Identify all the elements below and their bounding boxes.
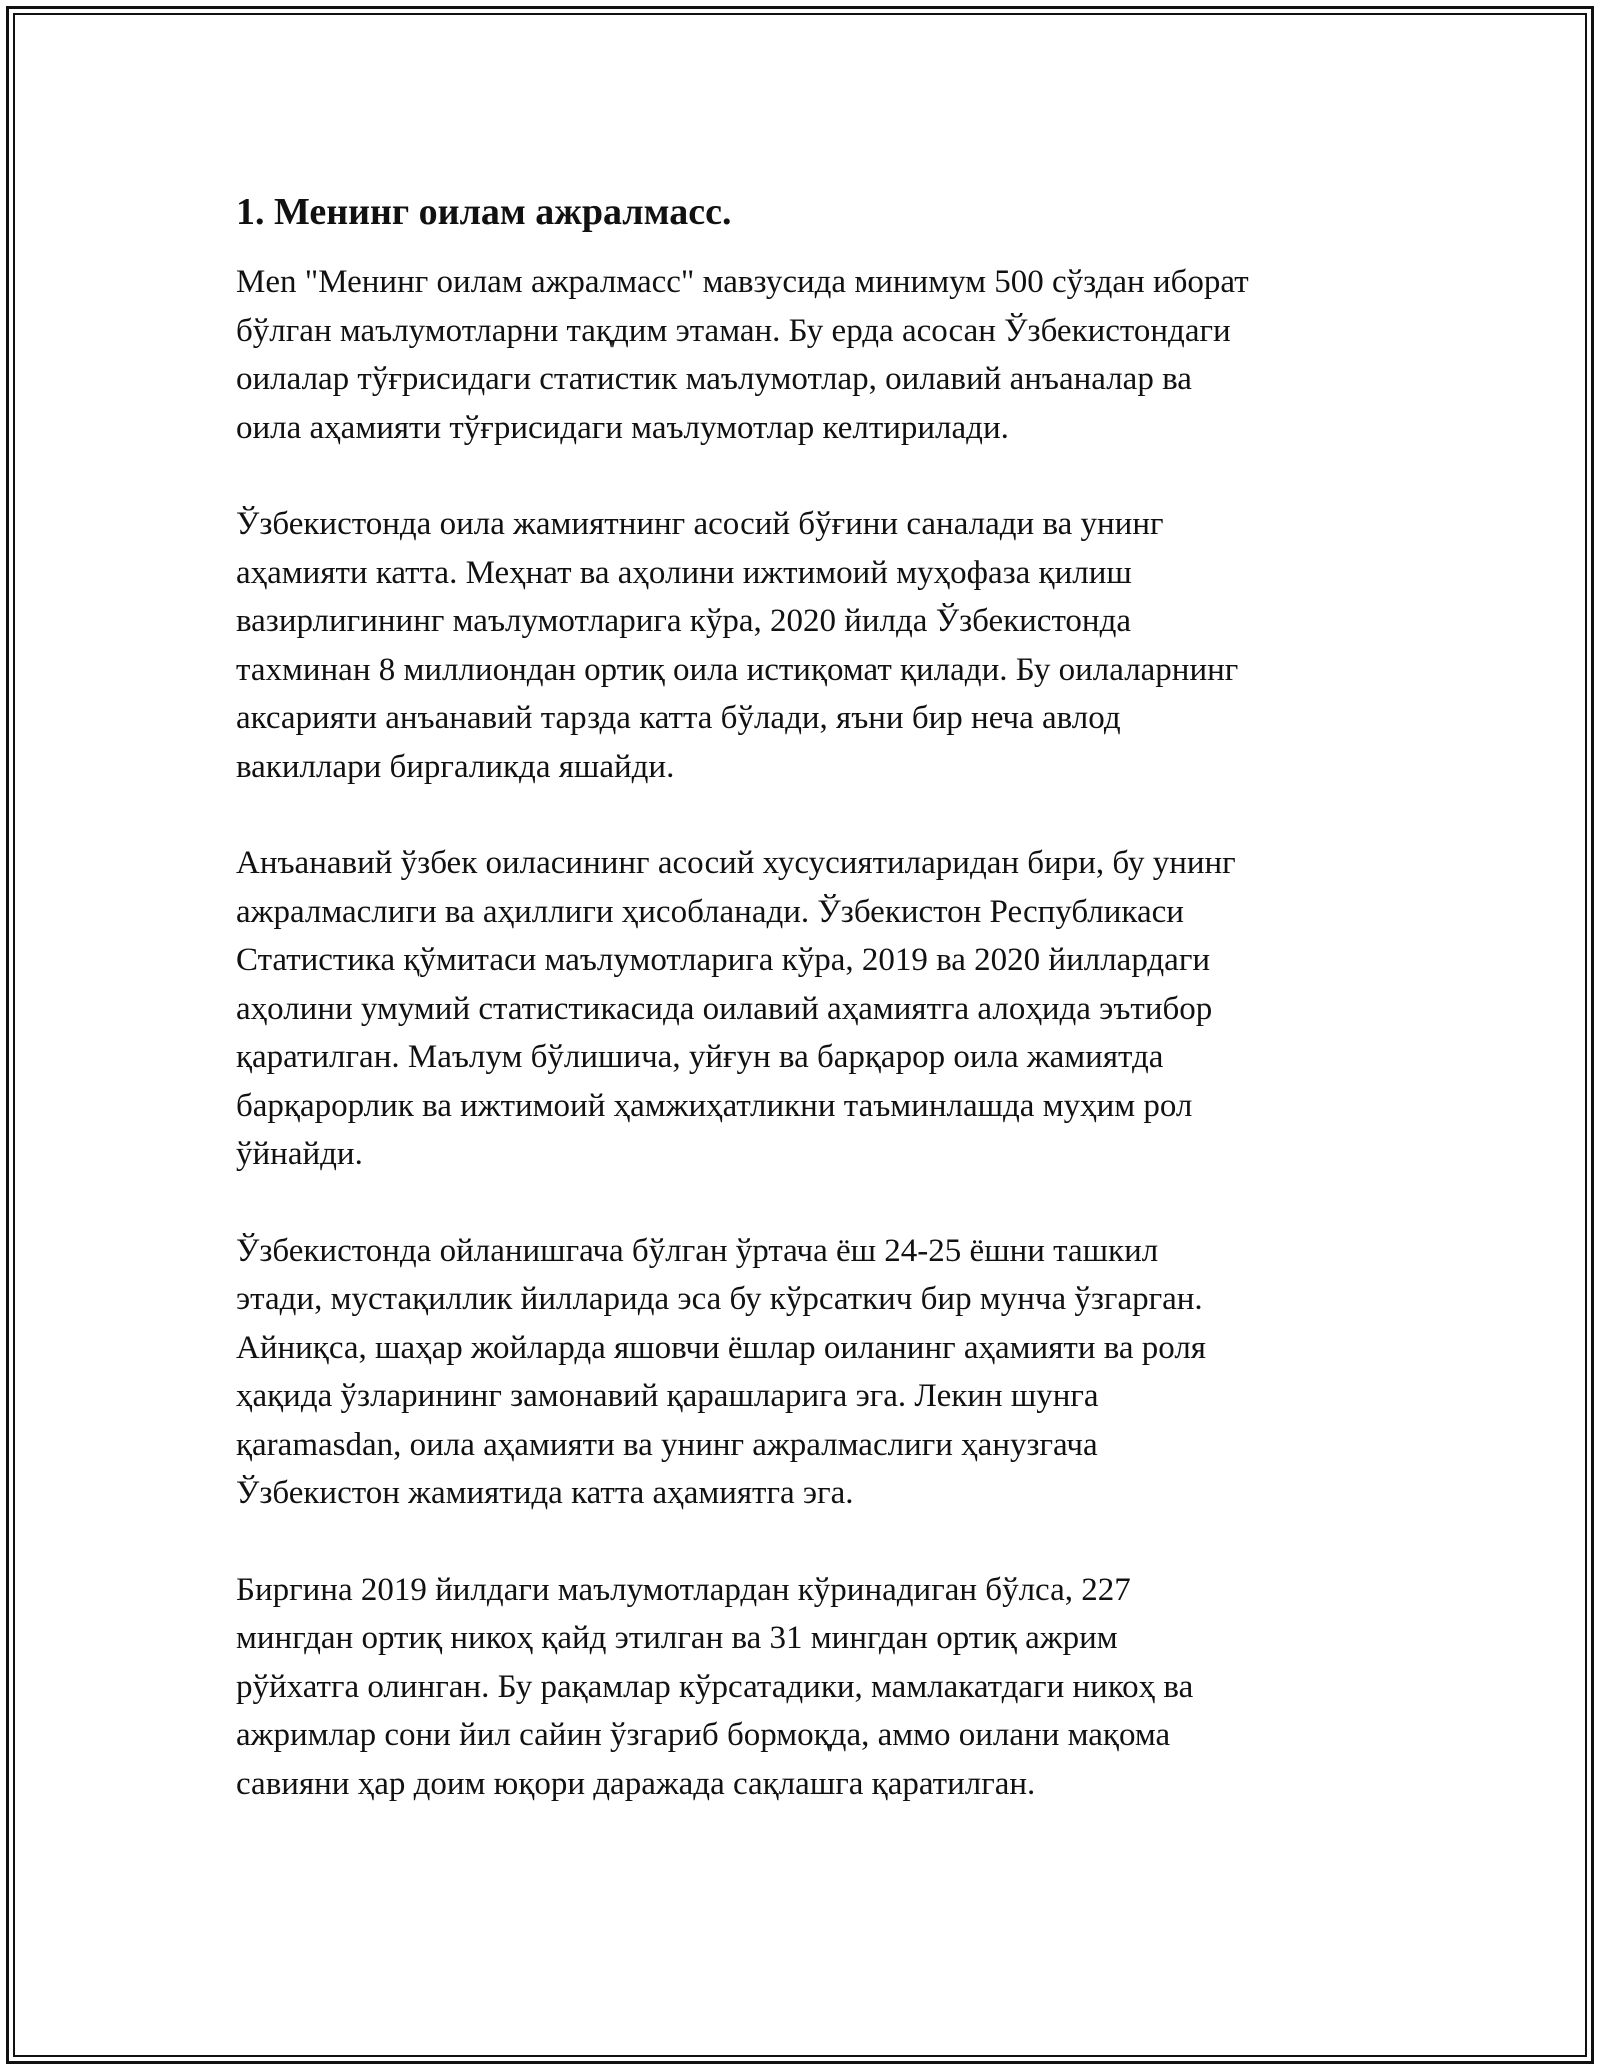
text-line: ажримлар сони йил сайин ўзгариб бормоқда, аммо оилани мақома — [236, 1717, 1171, 1753]
document-body — [236, 186, 1386, 1856]
text-line: вакиллари биргаликда яшайди. — [236, 748, 675, 785]
text-line: этади, мустақиллик йилларида эса бу кўрсаткич бир мунча ўзгарган. — [236, 1281, 1203, 1317]
text-line: оила аҳамияти тўғрисидаги маълумотлар келтирилади. — [236, 409, 1009, 446]
text-line: ўйнайди. — [236, 1136, 363, 1172]
text-line: Статистика қўмитаси маълумотларига кўра, 2019 ва 2020 йиллардаги — [236, 942, 1211, 978]
text-line: оилалар тўғрисидаги статистик маълумотлар, оилавий анъаналар ва — [236, 361, 1192, 397]
text-line: аҳамияти катта. Меҳнат ва аҳолини ижтимоий муҳофаза қилиш — [236, 554, 1132, 591]
text-line: бўлган маълумотларни тақдим этаман. Бу ерда асосан Ўзбекистондаги — [236, 312, 1231, 349]
text-line: қаратилган. Маълум бўлишича, уйғун ва барқарор оила жамиятда — [236, 1039, 1164, 1075]
text-line: савияни ҳар доим юқори даражада сақлашга қаратилган. — [236, 1765, 1036, 1802]
text-line: рўйхатга олинган. Бу рақамлар кўрсатадики, мамлакатдаги никоҳ ва — [236, 1668, 1194, 1705]
text-line: ажралмаслиги ва аҳиллиги ҳисобланади. Ўзбекистон Республикаси — [236, 893, 1184, 930]
paragraph-2 — [236, 500, 1386, 791]
text-line: Анъанавий ўзбек оиласининг асосий хусусиятиларидан бири, бу унинг — [236, 845, 1236, 881]
text-line: тахминан 8 миллиондан ортиқ оила истиқомат қилади. Бу оилаларнинг — [236, 651, 1239, 688]
text-line: барқарорлик ва ижтимоий ҳамжиҳатликни таъминлашда муҳим рол — [236, 1087, 1193, 1124]
paragraph-5 — [236, 1566, 1386, 1809]
text-line: Биргина 2019 йилдаги маълумотлардан кўринадиган бўлса, 227 — [236, 1571, 1131, 1608]
text-line: қaramasdan, оила аҳамияти ва унинг ажралмаслиги ҳанузгача — [236, 1426, 1098, 1463]
paragraph-3 — [236, 839, 1386, 1179]
text-line: Айниқса, шаҳар жойларда яшовчи ёшлар оиланинг аҳамияти ва роля — [236, 1329, 1206, 1366]
text-line: мингдан ортиқ никоҳ қайд этилган ва 31 мингдан ортиқ ажрим — [236, 1620, 1118, 1656]
text-line: вазирлигининг маълумотларига кўра, 2020 йилда Ўзбекистонда — [236, 603, 1132, 639]
text-line: Ўзбекистонда ойланишгача бўлган ўртача ёш 24-25 ёшни ташкил — [236, 1232, 1159, 1269]
text-line: ҳақида ўзларининг замонавий қарашларига эга. Лекин шунга — [236, 1378, 1099, 1414]
paragraph-4 — [236, 1227, 1386, 1518]
document-title: 1. Менинг оилам ажралмасс. — [236, 191, 732, 233]
text-line: аксарияти анъанавий тарзда катта бўлади, яъни бир неча авлод — [236, 700, 1121, 736]
text-line: Ўзбекистонда оила жамиятнинг асосий бўғини саналади ва унинг — [236, 506, 1164, 542]
paragraph-1 — [236, 258, 1386, 452]
text-line: Men "Менинг оилам ажралмасс" мавзусида минимум 500 сўздан иборат — [236, 264, 1249, 300]
text-line: аҳолини умумий статистикасида оилавий аҳамиятга алоҳида эътибор — [236, 990, 1213, 1027]
text-line: Ўзбекистон жамиятида катта аҳамиятга эга. — [236, 1475, 854, 1511]
